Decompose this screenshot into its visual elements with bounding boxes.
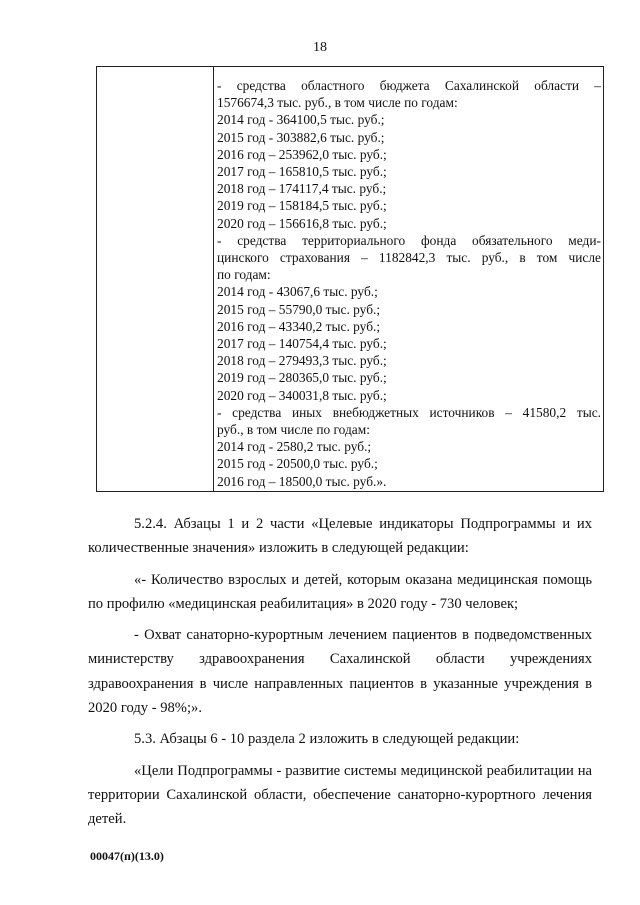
paragraph-5-3: 5.3. Абзацы 6 - 10 раздела 2 изложить в следующей редакции: [134,731,520,748]
funding-details-cell [217,77,601,490]
table-line: 2014 год - 364100,5 тыс. руб.; [217,112,385,128]
paragraph-indicator-rehabilitation: «- Количество взрослых и детей, которым оказана медицинская помощь по профилю «медицинская реабилитация» в 2020 году - 730 человек; [88,571,592,612]
funding-table [96,66,604,492]
table-line: 2014 год - 43067,6 тыс. руб.; [217,284,378,300]
table-line: 1576674,3 тыс. руб., в том числе по годам: [217,95,458,111]
table-line: 2020 год – 156616,8 тыс. руб.; [217,215,387,231]
table-line: - средства областного бюджета Сахалинской области – [217,78,601,93]
table-line: по годам: [217,267,271,283]
table-column-divider [213,67,214,491]
table-line: 2019 год – 280365,0 тыс. руб.; [217,370,387,386]
table-line: - средства территориального фонда обязательного меди- [217,232,601,248]
table-line: 2018 год – 174117,4 тыс. руб.; [217,181,387,197]
table-line: 2015 год - 303882,6 тыс. руб.; [217,129,385,145]
page-number: 18 [313,40,327,55]
table-line: 2017 год – 140754,4 тыс. руб.; [217,336,387,352]
table-line: 2017 год – 165810,5 тыс. руб.; [217,164,387,180]
table-line: 2020 год – 340031,8 тыс. руб.; [217,387,387,403]
table-line: 2019 год – 158184,5 тыс. руб.; [217,198,387,214]
table-line: 2015 год - 20500,0 тыс. руб.; [217,456,378,472]
table-line: руб., в том числе по годам: [217,422,370,438]
table-line: 2018 год – 279493,3 тыс. руб.; [217,353,387,369]
table-line: 2016 год – 43340,2 тыс. руб.; [217,318,381,334]
table-line: цинского страхования – 1182842,3 тыс. руб., в том числе [217,250,601,266]
document-code: 00047(п)(13.0) [90,849,164,863]
table-line: - средства иных внебюджетных источников – 41580,2 тыс. [217,404,601,420]
document-body [88,512,592,839]
table-line: 2014 год - 2580,2 тыс. руб.; [217,439,372,455]
paragraph-indicator-sanatorium: - Охват санаторно-курортным лечением пациентов в подведомственных министерству здравоохранения Сахалинской области учреждениях здравоохранения в числе направленных пациентов в указанные учреждения в 2020 году - 98%;». [88,627,592,717]
table-line: 2016 год – 253962,0 тыс. руб.; [217,146,387,162]
table-line: 2016 год – 18500,0 тыс. руб.». [217,473,387,489]
paragraph-goals: «Цели Подпрограммы - развитие системы медицинской реабилитации на территории Сахалинской области, обеспечение санаторно-курортного лечения детей. [88,762,592,828]
table-line: 2015 год – 55790,0 тыс. руб.; [217,301,381,317]
paragraph-5-2-4: 5.2.4. Абзацы 1 и 2 части «Целевые индикаторы Подпрограммы и их количественные значения» изложить в следующей редакции: [88,516,592,557]
